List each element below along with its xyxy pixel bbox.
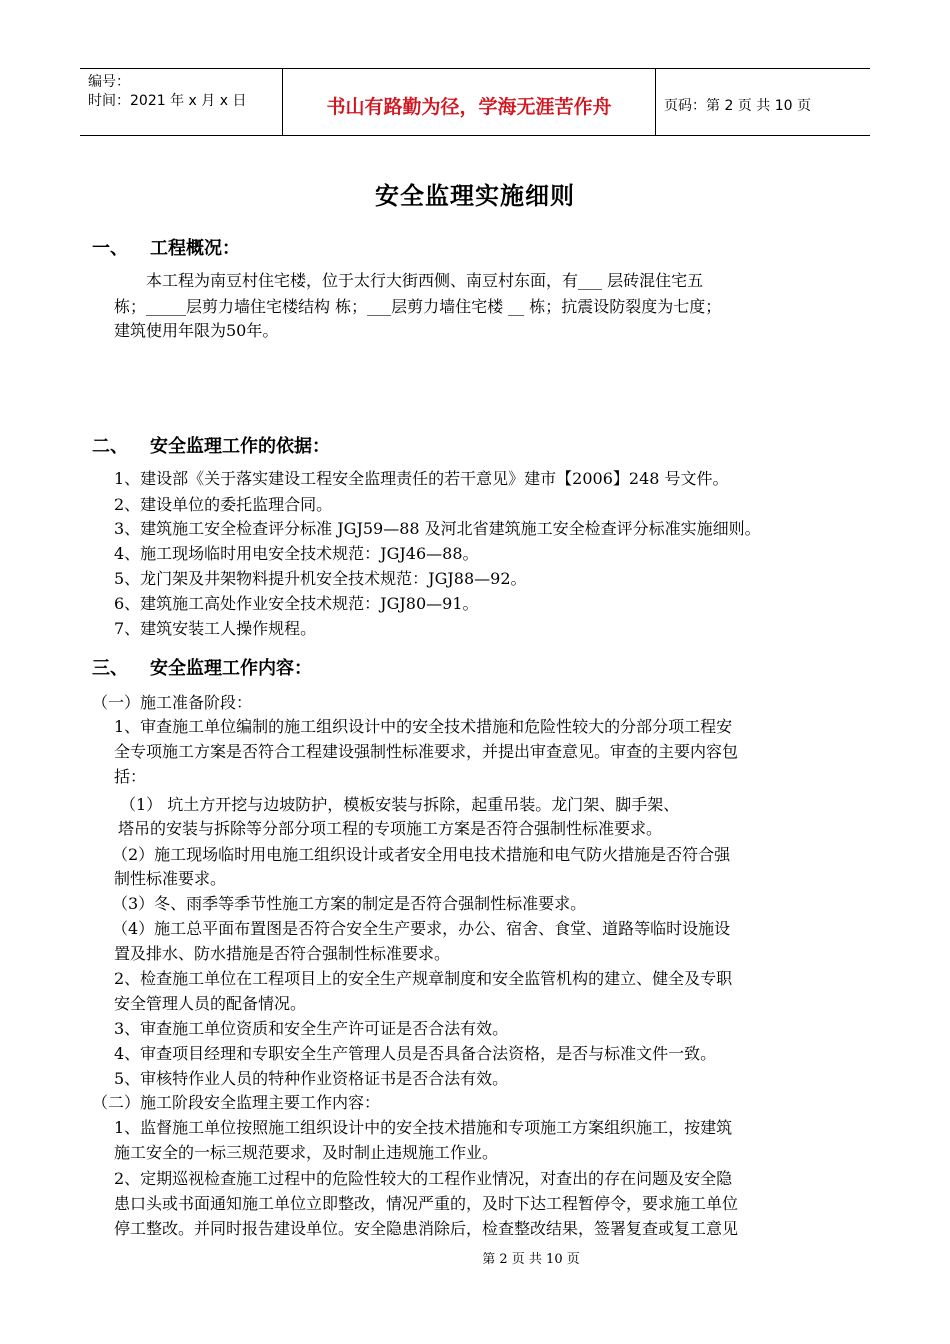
paragraph-line: 5、审核特作业人员的特种作业资格证书是否合法有效。: [114, 1069, 509, 1088]
time-label: 时间：2021 年 x 月 x 日: [88, 93, 247, 109]
number-label: 编号：: [88, 74, 130, 90]
paragraph-line: 建筑使用年限为50年。: [114, 321, 279, 340]
paragraph-line: 4、审查项目经理和专职安全生产管理人员是否具备合法资格，是否与标准文件一致。: [114, 1044, 717, 1063]
paragraph-line: （二）施工阶段安全监理主要工作内容：: [92, 1093, 381, 1112]
paragraph-line: 制性标准要求。: [114, 869, 227, 888]
header-meta: [80, 69, 282, 135]
list-item: 6、建筑施工高处作业安全技术规范：JGJ80—91。: [114, 594, 479, 613]
paragraph-line: 2、检查施工单位在工程项目上的安全生产规章制度和安全监管机构的建立、健全及专职: [114, 969, 733, 988]
paragraph-line: 本工程为南豆村住宅楼，位于太行大街西侧、南豆村东面，有___ 层砖混住宅五: [146, 271, 704, 290]
list-item: 3、建筑施工安全检查评分标准 JGJ59—88 及河北省建筑施工安全检查评分标准实施细则。: [114, 519, 761, 538]
header-page-info: 页码：第 2 页 共 10 页: [664, 98, 811, 114]
paragraph-line: （4）施工总平面布置图是否符合安全生产要求，办公、宿舍、食堂、道路等临时设施设: [112, 919, 731, 938]
paragraph-line: 塔吊的安装与拆除等分部分项工程的专项施工方案是否符合强制性标准要求。: [118, 819, 663, 838]
paragraph-line: 安全管理人员的配备情况。: [114, 994, 307, 1013]
list-item: 2、建设单位的委托监理合同。: [114, 495, 333, 514]
paragraph-line: 患口头或书面通知施工单位立即整改，情况严重的，及时下达工程暂停令，要求施工单位: [114, 1194, 739, 1213]
paragraph-line: 施工安全的一标三规范要求，及时制止违规施工作业。: [114, 1143, 499, 1162]
paragraph-line: （1） 坑土方开挖与边坡防护，模板安装与拆除，起重吊装。龙门架、脚手架、: [120, 795, 680, 814]
paragraph-line: 1、审查施工单位编制的施工组织设计中的安全技术措施和危险性较大的分部分项工程安: [114, 717, 733, 736]
paragraph-line: 3、审查施工单位资质和安全生产许可证是否合法有效。: [114, 1019, 509, 1038]
paragraph-line: 全专项施工方案是否符合工程建设强制性标准要求，并提出审查意见。审查的主要内容包: [114, 742, 739, 761]
paragraph-line: 置及排水、防水措施是否符合强制性标准要求。: [114, 944, 451, 963]
paragraph-line: （3）冬、雨季等季节性施工方案的制定是否符合强制性标准要求。: [112, 894, 587, 913]
paragraph-line: （一）施工准备阶段：: [92, 693, 253, 712]
section-heading-overview: 一、 工程概况：: [92, 238, 240, 259]
paragraph-line: 停工整改。并同时报告建设单位。安全隐患消除后，检查整改结果，签署复查或复工意见: [114, 1219, 739, 1238]
list-item: 1、建设部《关于落实建设工程安全监理责任的若干意见》建市【2006】248 号文件。: [114, 469, 729, 488]
paragraph-line: 1、监督施工单位按照施工组织设计中的安全技术措施和专项施工方案组织施工，按建筑: [114, 1118, 733, 1137]
list-item: 7、建筑安装工人操作规程。: [114, 619, 317, 638]
document-title: 安全监理实施细则: [375, 182, 575, 210]
section-heading-basis: 二、 安全监理工作的依据：: [92, 436, 330, 457]
section-heading-content: 三、 安全监理工作内容：: [92, 658, 312, 679]
list-item: 5、龙门架及井架物料提升机安全技术规范：JGJ88—92。: [114, 569, 527, 588]
list-item: 4、施工现场临时用电安全技术规范：JGJ46—88。: [114, 544, 479, 563]
paragraph-line: 栋；_____层剪力墙住宅楼结构 栋；___层剪力墙住宅楼 __ 栋；抗震设防裂度为七度；: [114, 297, 722, 316]
paragraph-line: 2、定期巡视检查施工过程中的危险性较大的工程作业情况，对查出的存在问题及安全隐: [114, 1169, 733, 1188]
header-motto: 书山有路勤为径，学海无涯苦作舟: [282, 69, 656, 135]
paragraph-line: （2）施工现场临时用电施工组织设计或者安全用电技术措施和电气防火措施是否符合强: [112, 845, 731, 864]
paragraph-line: 括：: [114, 767, 147, 786]
page-footer: 第 2 页 共 10 页: [482, 1252, 580, 1267]
page-header: [80, 68, 870, 136]
